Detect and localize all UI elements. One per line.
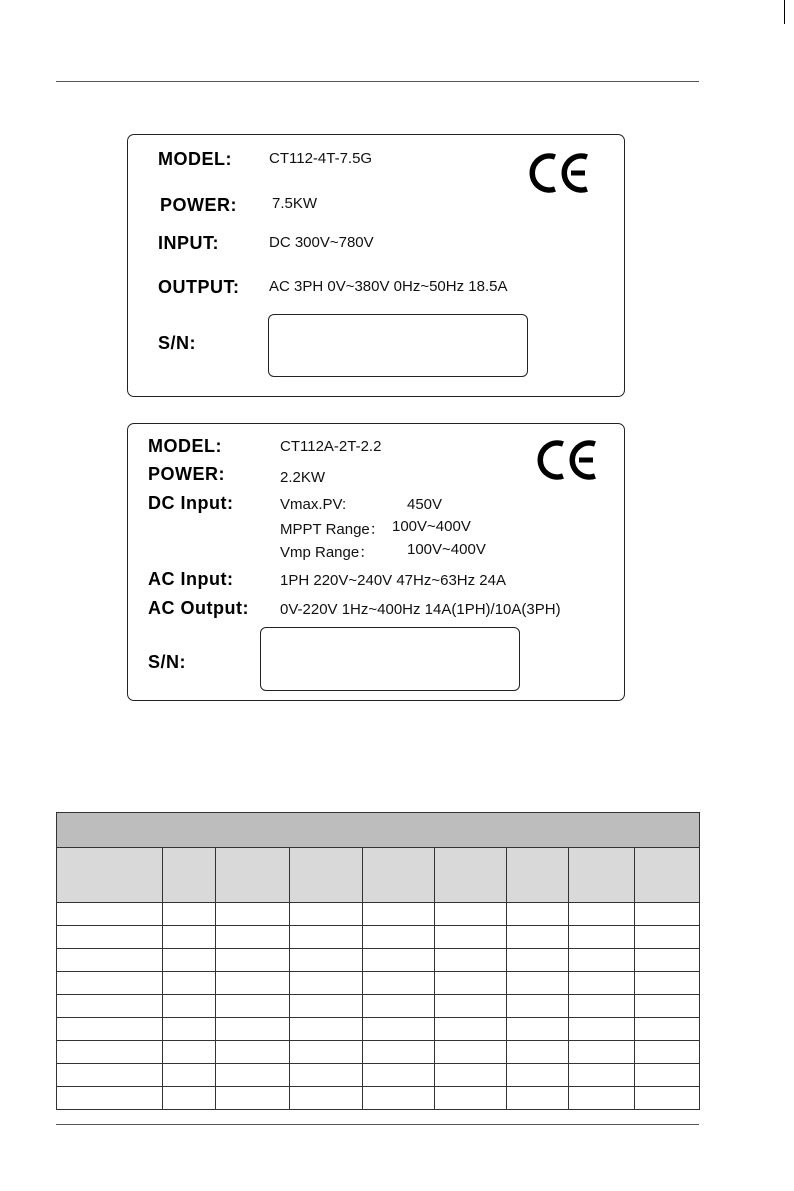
table-cell (363, 1087, 435, 1110)
table-cell (363, 926, 435, 949)
vmp-value: 100V~400V (407, 541, 486, 558)
model-value: CT112-4T-7.5G (269, 150, 373, 167)
table-cell (635, 995, 700, 1018)
table-cell (163, 1087, 216, 1110)
table-cell (435, 1018, 507, 1041)
table-header-cell (569, 848, 635, 903)
model-label: MODEL: (158, 149, 232, 169)
table-cell (216, 1041, 290, 1064)
table-cell (569, 995, 635, 1018)
table-header-cell (363, 848, 435, 903)
table-cell (569, 972, 635, 995)
table-cell (507, 903, 569, 926)
table-cell (57, 1018, 163, 1041)
table-header-cell (163, 848, 216, 903)
table-cell (216, 903, 290, 926)
table-cell (57, 949, 163, 972)
table-header-cell (435, 848, 507, 903)
table-cell (216, 1064, 290, 1087)
table-title-row (57, 813, 700, 848)
table-cell (507, 995, 569, 1018)
table-cell (435, 1064, 507, 1087)
power-value: 2.2KW (280, 469, 326, 486)
table-cell (290, 995, 363, 1018)
table-cell (57, 1064, 163, 1087)
table-cell (569, 1041, 635, 1064)
ac-output-value: 0V-220V 1Hz~400Hz 14A(1PH)/10A(3PH) (280, 601, 561, 618)
table-row (57, 995, 700, 1018)
table-cell (363, 903, 435, 926)
vmax-value: 450V (407, 496, 443, 513)
table-cell (216, 995, 290, 1018)
table-cell (363, 949, 435, 972)
table-cell (363, 995, 435, 1018)
table-header-cell (290, 848, 363, 903)
dc-input-label: DC Input: (148, 493, 234, 513)
table-row (57, 1064, 700, 1087)
table-cell (507, 1041, 569, 1064)
table-cell (435, 1087, 507, 1110)
serial-number-box (268, 314, 528, 377)
table-row (57, 972, 700, 995)
ce-mark-icon (529, 151, 591, 195)
table-cell (57, 1041, 163, 1064)
table-cell (57, 1087, 163, 1110)
mppt-value: 100V~400V (392, 518, 471, 535)
table-cell (435, 949, 507, 972)
table-cell (635, 949, 700, 972)
table-cell (363, 1064, 435, 1087)
table-row (57, 1041, 700, 1064)
table-cell (635, 926, 700, 949)
power-label: POWER: (160, 195, 237, 215)
table-cell (163, 926, 216, 949)
table-cell (57, 995, 163, 1018)
table-header-cell (57, 848, 163, 903)
nameplate-ct112a-2t (127, 423, 625, 701)
table-cell (216, 1087, 290, 1110)
table-cell (216, 949, 290, 972)
model-value: CT112A-2T-2.2 (280, 438, 382, 455)
model-label: MODEL: (148, 436, 222, 456)
table-cell (290, 1041, 363, 1064)
input-label: INPUT: (158, 233, 219, 253)
sn-label: S/N: (148, 652, 186, 672)
table-cell (507, 1064, 569, 1087)
power-value: 7.5KW (272, 195, 318, 212)
table-cell (435, 972, 507, 995)
table-cell (635, 1041, 700, 1064)
output-value: AC 3PH 0V~380V 0Hz~50Hz 18.5A (269, 278, 508, 295)
power-label: POWER: (148, 464, 225, 484)
nameplate-ct112-4t (127, 134, 625, 397)
ac-input-label: AC Input: (148, 569, 234, 589)
table-cell (290, 1018, 363, 1041)
vmax-label: Vmax.PV: (280, 496, 347, 513)
table-cell (435, 1041, 507, 1064)
crop-mark (784, 0, 785, 24)
table-cell (57, 926, 163, 949)
table-cell (216, 926, 290, 949)
table-cell (569, 903, 635, 926)
output-label: OUTPUT: (158, 277, 240, 297)
table-cell (635, 903, 700, 926)
table-cell (290, 903, 363, 926)
table-header-cell (507, 848, 569, 903)
table-row (57, 949, 700, 972)
serial-number-box (260, 627, 520, 691)
table-cell (216, 972, 290, 995)
table-cell (435, 926, 507, 949)
table-cell (435, 995, 507, 1018)
table-cell (363, 1041, 435, 1064)
table-title-cell (57, 813, 700, 848)
table-cell (435, 903, 507, 926)
table-cell (363, 972, 435, 995)
table-cell (569, 1018, 635, 1041)
input-value: DC 300V~780V (269, 234, 374, 251)
footer-rule (56, 1124, 699, 1125)
table-cell (57, 903, 163, 926)
vmp-label: Vmp Range： (280, 544, 375, 561)
table-cell (290, 949, 363, 972)
header-rule (56, 81, 699, 82)
table-cell (635, 1087, 700, 1110)
table-row (57, 926, 700, 949)
table-header-row (57, 848, 700, 903)
table-cell (363, 1018, 435, 1041)
table-cell (507, 972, 569, 995)
table-row (57, 1018, 700, 1041)
ce-mark-icon (537, 438, 599, 482)
ac-output-label: AC Output: (148, 598, 249, 618)
table-cell (163, 903, 216, 926)
table-cell (216, 1018, 290, 1041)
table-cell (507, 926, 569, 949)
table-cell (635, 972, 700, 995)
table-cell (635, 1064, 700, 1087)
table-cell (290, 972, 363, 995)
sn-label: S/N: (158, 333, 196, 353)
table-cell (635, 1018, 700, 1041)
table-cell (507, 1018, 569, 1041)
table-row (57, 903, 700, 926)
table-cell (290, 926, 363, 949)
table-cell (507, 1087, 569, 1110)
spec-table (56, 812, 700, 1110)
table-cell (163, 1041, 216, 1064)
table-cell (163, 972, 216, 995)
table-cell (163, 1018, 216, 1041)
mppt-label: MPPT Range： (280, 521, 385, 538)
table-header-cell (216, 848, 290, 903)
table-cell (569, 926, 635, 949)
table-header-cell (635, 848, 700, 903)
table-cell (163, 949, 216, 972)
ac-input-value: 1PH 220V~240V 47Hz~63Hz 24A (280, 572, 506, 589)
table-cell (163, 995, 216, 1018)
table-cell (569, 1064, 635, 1087)
table-cell (290, 1064, 363, 1087)
table-cell (569, 1087, 635, 1110)
table-cell (57, 972, 163, 995)
table-cell (569, 949, 635, 972)
table-cell (507, 949, 569, 972)
table-cell (290, 1087, 363, 1110)
table-row (57, 1087, 700, 1110)
table-cell (163, 1064, 216, 1087)
